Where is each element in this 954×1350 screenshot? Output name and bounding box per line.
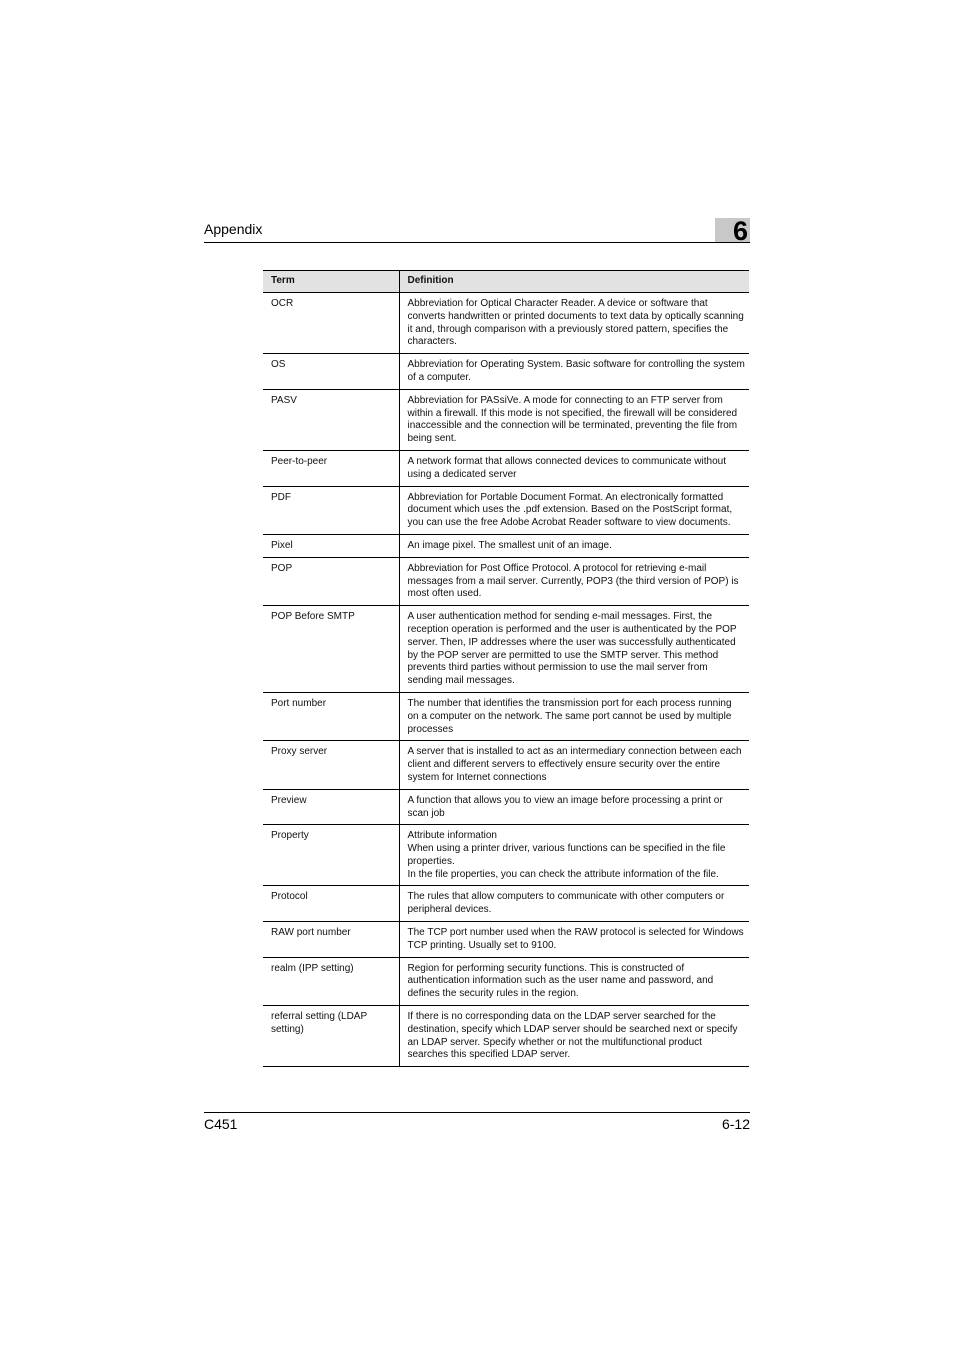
- definition-text: In the file properties, you can check the attribute information of the file.: [407, 868, 719, 880]
- term-cell: Property: [263, 825, 399, 886]
- definition-text: Abbreviation for Post Office Protocol. A protocol for retrieving e-mail messages from a mail server. Currently, POP3 (the third version of POP) is most often used.: [407, 562, 739, 600]
- table-row: [263, 825, 749, 886]
- model-name: C451: [204, 1116, 238, 1132]
- table-row: [263, 741, 749, 789]
- definition-text: Abbreviation for Portable Document Format. An electronically formatted document which uses the .pdf extension. Based on the PostScript format, you can use the free Adobe Acrobat Reader software to view documents.: [407, 491, 733, 529]
- definition-text: A function that allows you to view an image before processing a print or scan job: [407, 794, 723, 819]
- term-cell: OS: [263, 354, 399, 390]
- table-row: [263, 1006, 749, 1067]
- page-header: [204, 216, 750, 246]
- table-row: [263, 957, 749, 1005]
- table-row: [263, 534, 749, 557]
- table-row: [263, 293, 749, 354]
- definition-text: Attribute information: [407, 830, 497, 842]
- table-row: [263, 450, 749, 486]
- term-cell: PASV: [263, 389, 399, 450]
- term-cell: OCR: [263, 293, 399, 354]
- page-number: 6-12: [721, 1116, 750, 1132]
- definition-cell: [399, 741, 749, 789]
- definition-text: The number that identifies the transmission port for each process running on a computer on the network. The same port cannot be used by multiple processes: [407, 697, 732, 735]
- chapter-number: 6: [732, 216, 748, 246]
- table-row: [263, 354, 749, 390]
- definition-text: When using a printer driver, various functions can be specified in the file properties.: [407, 843, 726, 867]
- definition-cell: [399, 354, 749, 390]
- table-header-row: [263, 271, 749, 293]
- definition-cell: [399, 557, 749, 605]
- term-cell: PDF: [263, 486, 399, 534]
- term-cell: POP Before SMTP: [263, 606, 399, 693]
- table-row: [263, 886, 749, 922]
- table-row: [263, 922, 749, 958]
- definition-text: Abbreviation for Operating System. Basic software for controlling the system of a computer.: [407, 359, 745, 383]
- term-cell: Protocol: [263, 886, 399, 922]
- term-cell: referral setting (LDAP setting): [263, 1006, 399, 1067]
- definition-text: A server that is installed to act as an intermediary connection between each client and different servers to effectively ensure security over the entire system for Internet connections: [407, 746, 742, 783]
- definition-text: If there is no corresponding data on the LDAP server searched for the destination, specify which LDAP server should be searched next or specify an LDAP server. Specify whether or not the multifunctional product searches this specified LDAP server.: [407, 1011, 738, 1061]
- term-cell: Peer-to-peer: [263, 450, 399, 486]
- definition-cell: [399, 606, 749, 693]
- column-header-definition: Definition: [399, 271, 749, 293]
- definition-cell: [399, 450, 749, 486]
- glossary-table: [263, 270, 749, 1067]
- term-cell: realm (IPP setting): [263, 957, 399, 1005]
- chapter-tab: [715, 216, 750, 246]
- table-row: [263, 486, 749, 534]
- definition-cell: [399, 486, 749, 534]
- table-row: [263, 692, 749, 740]
- term-cell: Pixel: [263, 534, 399, 557]
- definition-cell: [399, 293, 749, 354]
- definition-text: The rules that allow computers to communicate with other computers or peripheral devices.: [407, 891, 725, 916]
- definition-text: The TCP port number used when the RAW protocol is selected for Windows TCP printing. Usually set to 9100.: [407, 927, 744, 951]
- definition-text: Region for performing security functions. This is constructed of authentication information such as the user name and password, and defines the security rules in the region.: [407, 962, 714, 1000]
- definition-cell: [399, 389, 749, 450]
- column-header-term: Term: [263, 271, 399, 293]
- definition-cell: [399, 1006, 749, 1067]
- term-cell: RAW port number: [263, 922, 399, 958]
- page-footer: [204, 1112, 750, 1132]
- glossary-body: [263, 293, 749, 1067]
- definition-text: A network format that allows connected devices to communicate without using a dedicated server: [407, 455, 726, 480]
- definition-cell: [399, 534, 749, 557]
- term-cell: POP: [263, 557, 399, 605]
- section-title: Appendix: [204, 221, 263, 237]
- definition-cell: [399, 789, 749, 825]
- definition-cell: [399, 825, 749, 886]
- table-row: [263, 557, 749, 605]
- definition-text: Abbreviation for Optical Character Reader. A device or software that converts handwritten or printed documents to text data by optically scanning it and, through comparison with a previously stored pattern, specifies the characters.: [407, 298, 744, 348]
- table-row: [263, 789, 749, 825]
- definition-text: An image pixel. The smallest unit of an image.: [407, 539, 612, 551]
- definition-cell: [399, 957, 749, 1005]
- definition-text: A user authentication method for sending e-mail messages. First, the reception operation is performed and the user is authenticated by the POP server. Then, IP addresses where the user was successfully authenticated by the POP server are permitted to use the SMTP server. This method prevents third parties without permission to use the mail server from sending mail messages.: [407, 611, 737, 687]
- definition-cell: [399, 692, 749, 740]
- term-cell: Preview: [263, 789, 399, 825]
- definition-cell: [399, 922, 749, 958]
- term-cell: Proxy server: [263, 741, 399, 789]
- table-row: [263, 389, 749, 450]
- definition-text: Abbreviation for PASsiVe. A mode for connecting to an FTP server from within a firewall. If this mode is not specified, the firewall will be considered inaccessible and the connection will be terminated, preventing the file from being sent.: [407, 394, 738, 445]
- definition-cell: [399, 886, 749, 922]
- term-cell: Port number: [263, 692, 399, 740]
- table-row: [263, 606, 749, 693]
